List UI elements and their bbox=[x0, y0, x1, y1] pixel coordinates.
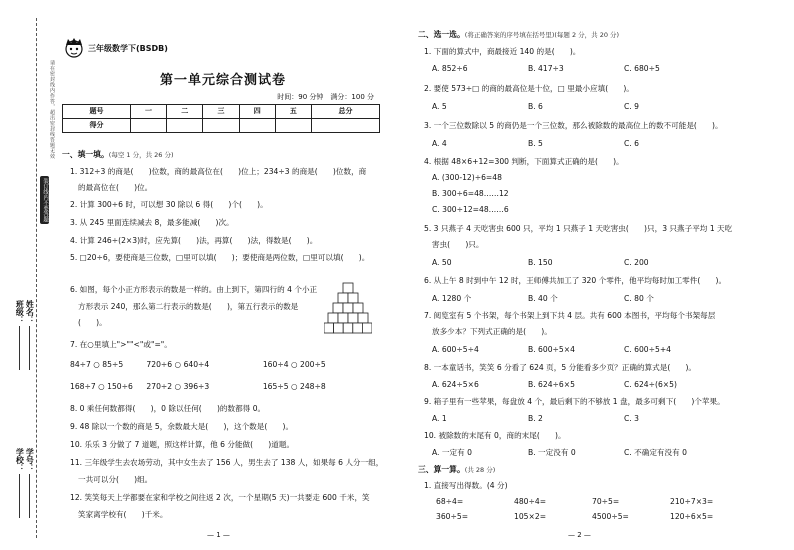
choice-question-1: 1. 下面的算式中，商最接近 140 的是( )。 bbox=[424, 47, 581, 56]
option[interactable]: C. 200 bbox=[624, 258, 649, 267]
choice-question-8: 8. 一本童话书，笑笑 6 分看了 624 页，5 分能看多少页？正确的算式是( )。 bbox=[424, 363, 697, 372]
choice-question-5: 5. 3 只燕子 4 天吃害虫 600 只，平均 1 只燕子 1 天吃害虫( )只，3 只燕子平均 1 天吃 bbox=[424, 224, 733, 233]
class-field[interactable] bbox=[14, 300, 24, 370]
choice-options-6 bbox=[432, 294, 732, 304]
option[interactable]: B. 40 个 bbox=[528, 294, 558, 303]
choice-question-5-cont: 害虫( )只。 bbox=[432, 240, 484, 249]
choice-question-9: 9. 箱子里有一些苹果，每盘放 4 个，最后剩下的不够放 1 盘，最多可剩下( )个苹果。 bbox=[424, 397, 725, 406]
option[interactable]: A. 1 bbox=[432, 414, 447, 423]
calc-item[interactable]: 4500÷5= bbox=[592, 512, 629, 521]
choice-question-6: 6. 从上午 8 时到中午 12 时，王师傅共加工了 320 个零件，他平均每时加工零件( )。 bbox=[424, 276, 727, 285]
section-one-note: (每空 1 分，共 26 分) bbox=[108, 151, 174, 159]
option[interactable]: B. 600÷5×4 bbox=[528, 345, 575, 354]
compare-item[interactable]: 720÷6 ○ 640÷4 bbox=[146, 360, 210, 369]
page-two bbox=[418, 0, 788, 550]
choice-options-3 bbox=[432, 139, 732, 149]
score-cell[interactable] bbox=[167, 119, 203, 133]
question-11: 11. 三年级学生去农场劳动，其中女生去了 156 人，男生去了 138 人，如果每 6 人分一组， bbox=[70, 458, 384, 467]
calc-row-2 bbox=[436, 512, 776, 522]
compare-item[interactable]: 165÷5 ○ 248÷8 bbox=[262, 382, 326, 391]
question-7: 7. 在○里填上">""<"或"="。 bbox=[70, 340, 172, 349]
calc-item[interactable]: 70÷5= bbox=[592, 497, 620, 506]
choice-question-7: 7. 阅览室有 5 个书架，每个书架上到下共 4 层。共有 600 本图书，平均每个书架每层 bbox=[424, 311, 716, 320]
option[interactable]: C. 3 bbox=[624, 414, 639, 423]
option[interactable]: B. 2 bbox=[528, 414, 543, 423]
class-label: 班级： bbox=[15, 300, 25, 324]
option[interactable]: A. (300-12)÷6=48 bbox=[432, 173, 502, 182]
question-3: 3. 从 245 里面连续减去 8，最多能减( )次。 bbox=[70, 218, 234, 227]
score-cell[interactable] bbox=[239, 119, 275, 133]
mascot-logo-icon bbox=[62, 36, 86, 60]
choice-question-3: 3. 一个三位数除以 5 的商仍是一个三位数，那么被除数的最高位上的数不可能是( )。 bbox=[424, 121, 723, 130]
score-row bbox=[63, 119, 380, 133]
option[interactable]: A. 一定有 0 bbox=[432, 448, 472, 457]
calc-item[interactable]: 68÷4= bbox=[436, 497, 464, 506]
page-title: 第一单元综合测试卷 bbox=[159, 73, 286, 88]
option[interactable]: C. 300÷12=48……6 bbox=[432, 205, 509, 214]
option[interactable]: B. 6 bbox=[528, 102, 543, 111]
section-three-note: (共 28 分) bbox=[464, 466, 496, 474]
calc-item[interactable]: 210÷7×3= bbox=[670, 497, 714, 506]
score-cell[interactable] bbox=[130, 119, 166, 133]
option[interactable]: A. 600÷5÷4 bbox=[432, 345, 479, 354]
score-cell[interactable] bbox=[312, 119, 380, 133]
section-three-title: 三、算一算。 bbox=[418, 465, 465, 474]
section-one-title: 一、填一填。 bbox=[62, 150, 109, 159]
question-11-cont: 一共可以分( )组。 bbox=[78, 475, 153, 484]
question-5: 5. □20÷6，要使商是三位数，□里可以填( )；要使商是两位数，□里可以填( )。 bbox=[70, 253, 370, 262]
option[interactable]: B. 5 bbox=[528, 139, 543, 148]
question-6-cont: 方形表示 240，那么第二行表示的数是( )，第五行表示的数是 bbox=[78, 302, 299, 311]
option[interactable]: C. 不确定有没有 0 bbox=[624, 448, 687, 457]
page-number: — 1 — bbox=[207, 531, 230, 539]
score-header: 四 bbox=[239, 105, 275, 119]
name-label: 姓名： bbox=[25, 300, 35, 324]
question-6: 6. 如图，每个小正方形表示的数是一样的。由上到下，第四行的 4 个小正 bbox=[70, 285, 318, 294]
option[interactable]: A. 50 bbox=[432, 258, 452, 267]
score-table bbox=[62, 104, 380, 133]
seal-note: 请在密封线内作答，超出密封线答题无效 bbox=[49, 60, 55, 159]
compare-item[interactable]: 270÷2 ○ 396÷3 bbox=[146, 382, 210, 391]
choice-options-7 bbox=[432, 345, 732, 355]
option[interactable]: C. 624÷(6×5) bbox=[624, 380, 677, 389]
calc-row-1 bbox=[436, 497, 776, 507]
score-header: 三 bbox=[203, 105, 239, 119]
option[interactable]: C. 6 bbox=[624, 139, 639, 148]
choice-options-2 bbox=[432, 102, 732, 112]
section-one-heading bbox=[62, 150, 174, 160]
option[interactable]: A. 4 bbox=[432, 139, 447, 148]
question-10: 10. 乐乐 3 分做了 7 道题，照这样计算，他 6 分能做( )道题。 bbox=[70, 440, 295, 449]
score-header: 二 bbox=[167, 105, 203, 119]
choice-options-1 bbox=[432, 64, 732, 74]
student-no-label: 学号： bbox=[25, 448, 35, 472]
compare-item[interactable]: 160÷4 ○ 200÷5 bbox=[262, 360, 326, 369]
question-4: 4. 计算 246÷(2×3)时，应先算( )法，再算( )法，得数是( )。 bbox=[70, 236, 318, 245]
option[interactable]: B. 一定没有 0 bbox=[528, 448, 576, 457]
name-field[interactable] bbox=[24, 300, 34, 370]
question-12: 12. 笑笑每天上学都要在家和学校之间往返 2 次，一个星期(5 天)一共要走 600 千米，笑 bbox=[70, 493, 370, 502]
calc-item[interactable]: 105×2= bbox=[514, 512, 547, 521]
choice-options-10 bbox=[432, 448, 732, 458]
compare-row-1 bbox=[70, 360, 370, 370]
option[interactable]: C. 600÷5+4 bbox=[624, 345, 672, 354]
option[interactable]: A. 5 bbox=[432, 102, 447, 111]
time-info: 时间：90 分钟 满分：100 分 bbox=[277, 93, 374, 101]
choice-question-7-cont: 放多少本？下列式正确的是( )。 bbox=[432, 327, 552, 336]
score-header: 一 bbox=[130, 105, 166, 119]
school-field[interactable] bbox=[14, 448, 24, 518]
section-three-heading bbox=[418, 465, 495, 475]
choice-options-9 bbox=[432, 414, 732, 424]
calc-item[interactable]: 120÷6×5= bbox=[670, 512, 714, 521]
question-8: 8. 0 乘任何数都得( )，0 除以任何( )的数都得 0。 bbox=[70, 404, 266, 413]
seal-badge: 装订线内不要答题 bbox=[40, 176, 49, 224]
question-1: 1. 312÷3 的商是( )位数，商的最高位在( )位上；234÷3 的商是( )位数，商 bbox=[70, 167, 367, 176]
choice-options-8 bbox=[432, 380, 732, 390]
score-row-label: 得分 bbox=[63, 119, 131, 133]
option[interactable]: C. 680÷5 bbox=[624, 64, 660, 73]
score-header-row bbox=[63, 105, 380, 119]
section-two-title: 二、选一选。 bbox=[418, 30, 465, 39]
compare-row-2 bbox=[70, 382, 370, 392]
page-one bbox=[62, 0, 384, 550]
page-number: — 2 — bbox=[568, 531, 591, 539]
question-1-cont: 的最高位在( )位。 bbox=[78, 183, 153, 192]
option[interactable]: C. 80 个 bbox=[624, 294, 654, 303]
option[interactable]: B. 300÷6=48……12 bbox=[432, 189, 509, 198]
option[interactable]: B. 150 bbox=[528, 258, 553, 267]
calc-question-1: 1. 直接写出得数。(4 分) bbox=[424, 481, 508, 490]
option[interactable]: B. 624÷6×5 bbox=[528, 380, 575, 389]
option[interactable]: C. 9 bbox=[624, 102, 639, 111]
score-header: 题号 bbox=[63, 105, 131, 119]
option[interactable]: A. 852÷6 bbox=[432, 64, 468, 73]
option[interactable]: A. 624÷5×6 bbox=[432, 380, 479, 389]
choice-options-5 bbox=[432, 258, 732, 268]
option[interactable]: B. 417÷3 bbox=[528, 64, 564, 73]
question-2: 2. 计算 300÷6 时，可以想 30 除以 6 得( )个( )。 bbox=[70, 200, 268, 209]
student-no-field[interactable] bbox=[24, 448, 34, 518]
question-12-cont: 笑家离学校有( )千米。 bbox=[78, 510, 168, 519]
score-cell[interactable] bbox=[275, 119, 311, 133]
option[interactable]: A. 1280 个 bbox=[432, 294, 472, 303]
calc-item[interactable]: 480÷4= bbox=[514, 497, 547, 506]
section-two-heading bbox=[418, 30, 619, 40]
calc-item[interactable]: 360÷5= bbox=[436, 512, 469, 521]
compare-item[interactable]: 168÷7 ○ 150÷6 bbox=[70, 382, 133, 391]
question-6-blank: ( )。 bbox=[78, 318, 107, 327]
question-9: 9. 48 除以一个数的商是 5，余数最大是( )，这个数是( )。 bbox=[70, 422, 294, 431]
seal-line bbox=[36, 18, 37, 538]
binding-strip bbox=[0, 0, 56, 550]
school-label: 学校： bbox=[15, 448, 25, 472]
section-two-note: (将正确答案的序号填在括号里)(每题 2 分，共 20 分) bbox=[464, 31, 620, 39]
choice-question-10: 10. 被除数的末尾有 0，商的末尾( )。 bbox=[424, 431, 566, 440]
grade-label: 三年级数学下(BSDB) bbox=[88, 44, 168, 53]
choice-question-4: 4. 根据 48×6+12=300 判断，下面算式正确的是( )。 bbox=[424, 157, 624, 166]
choice-question-2: 2. 要使 573÷□ 的商的最高位是十位，□ 里最小应填( )。 bbox=[424, 84, 634, 93]
compare-item[interactable]: 84÷7 ○ 85÷5 bbox=[70, 360, 124, 369]
score-header: 五 bbox=[275, 105, 311, 119]
score-header: 总分 bbox=[312, 105, 380, 119]
score-cell[interactable] bbox=[203, 119, 239, 133]
square-pyramid-figure bbox=[324, 282, 372, 334]
